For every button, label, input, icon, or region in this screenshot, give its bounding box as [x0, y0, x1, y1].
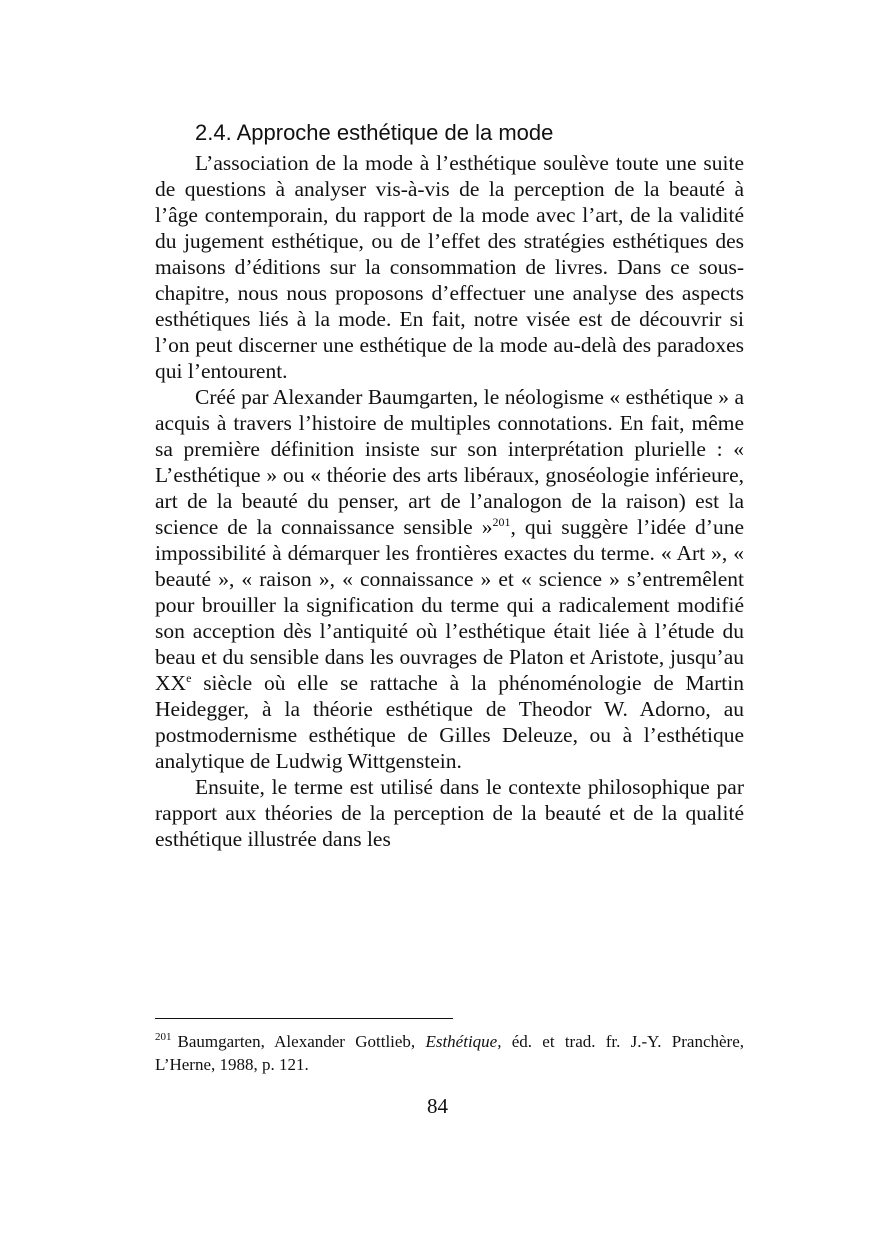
paragraph-baumgarten [155, 384, 744, 774]
footnote-number: 201 [155, 1031, 172, 1044]
footnote-reference[interactable]: 201 [492, 514, 511, 529]
paragraph-baumgarten-part-1: Créé par Alexander Baumgarten, le néologisme « esthétique » a acquis à travers l’histoire de multiples connotations. En fait, même sa première définition insiste sur son interprétation plurielle : « L’esthétique » ou « théorie des arts libéraux, gnoséologie inférieure, art de la beauté du penser, art de l’analogon de la raison) est la science de la connaissance sensible » [155, 385, 744, 539]
footnote-text-part-2: éd. et trad. fr. J.-Y. Pranchère, L’Herne, 1988, p. 121. [155, 1032, 744, 1074]
century-superscript: e [186, 670, 192, 685]
main-text-block [155, 118, 744, 852]
footnote-separator [155, 1018, 453, 1019]
footnote [155, 1030, 744, 1076]
paragraph-ensuite: Ensuite, le terme est utilisé dans le contexte philosophique par rapport aux théories de la perception de la beauté et de la qualité esthétique illustrée dans les [155, 775, 744, 851]
footnote-title: Esthétique, [425, 1032, 502, 1051]
paragraph-intro: L’association de la mode à l’esthétique soulève toute une suite de questions à analyser vis-à-vis de la perception de la beauté à l’âge contemporain, du rapport de la mode avec l’art, de la validité du jugement esthétique, ou de l’effet des stratégies esthétiques des maisons d’éditions sur la consommation de livres. Dans ce sous-chapitre, nous nous proposons d’effectuer une analyse des aspects esthétiques liés à la mode. En fait, notre visée est de découvrir si l’on peut discerner une esthétique de la mode au-delà des paradoxes qui l’entourent. [155, 151, 744, 383]
paragraph-baumgarten-part-3: siècle où elle se rattache à la phénoménologie de Martin Heidegger, à la théorie esthétique de Theodor W. Adorno, au postmodernisme esthétique de Gilles Deleuze, ou à l’esthétique analytique de Ludwig Wittgenstein. [155, 671, 744, 773]
page-number: 84 [427, 1094, 448, 1118]
section-heading: 2.4. Approche esthétique de la mode [195, 120, 554, 145]
paragraph-baumgarten-part-2: , qui suggère l’idée d’une impossibilité à démarquer les frontières exactes du terme. « Art », « beauté », « raison », « connaissance » et « science » s’entremêlent pour brouiller la signification du terme qui a radicalement modifié son acception dès l’antiquité où l’esthétique était liée à l’étude du beau et du sensible dans les ouvrages de Platon et Aristote, jusqu’au XX [155, 515, 745, 695]
footnote-text-part-1: Baumgarten, Alexander Gottlieb, [177, 1032, 426, 1051]
